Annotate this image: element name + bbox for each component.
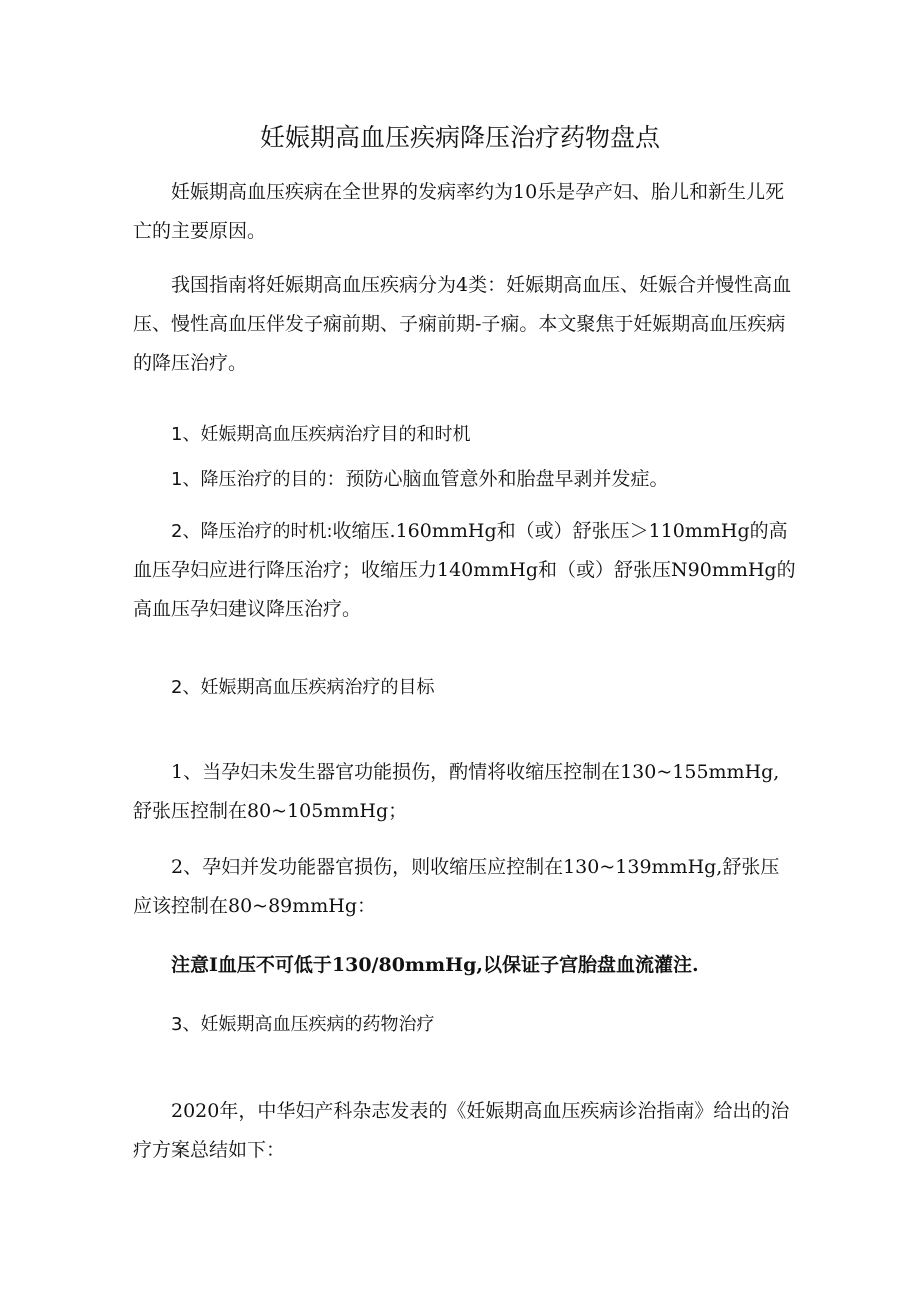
section-1-heading: 1、妊娠期高血压疾病治疗目的和时机 [171, 424, 471, 445]
document-title: 妊娠期高血压疾病降压治疗药物盘点 [259, 123, 660, 152]
section-1-item-1-text: ：预防心脑血管意外和胎盘早剥并发症。 [326, 468, 669, 490]
section-1-item-1-label: 1、降压治疗的目的 [171, 469, 327, 490]
section-1-item-1 [133, 460, 798, 499]
section-2-item-1: 1、当孕妇未发生器官功能损伤，酌情将收缩压控制在130~155mmHg,舒张压控制在80~105mmHg； [133, 761, 780, 822]
section-2-heading: 2、妊娠期高血压疾病治疗的目标 [171, 677, 435, 698]
section-2-note: 注意I血压不可低于130/80mmHg,以保证子宫胎盘血流灌注. [171, 954, 699, 976]
section-1-item-2 [133, 512, 798, 629]
section-3-paragraph: 2020年，中华妇产科杂志发表的《妊娠期高血压疾病诊治指南》给出的治疗方案总结如下： [133, 1100, 790, 1161]
intro-paragraph-2: 我国指南将妊娠期高血压疾病分为4类：妊娠期高血压、妊娠合并慢性高血压、慢性高血压伴发子痫前期、子痫前期-子痫。本文聚焦于妊娠期高血压疾病的降压治疗。 [133, 274, 792, 374]
section-2-item-2: 2、孕妇并发功能器官损伤，则收缩压应控制在130~139mmHg,舒张压应该控制在80~89mmHg： [133, 856, 780, 917]
section-3-heading: 3、妊娠期高血压疾病的药物治疗 [171, 1014, 435, 1035]
section-1-item-2-label: 2、降压治疗的时机: [171, 521, 333, 542]
intro-paragraph-1: 妊娠期高血压疾病在全世界的发病率约为10乐是孕产妇、胎儿和新生儿死亡的主要原因。 [133, 181, 785, 242]
section-1-item-2-text: 收缩压.160mmHg和（或）舒张压＞110mmHg的高血压孕妇应进行降压治疗；收缩压力140mmHg和（或）舒张压N90mmHg的高血压孕妇建议降压治疗。 [133, 520, 796, 620]
